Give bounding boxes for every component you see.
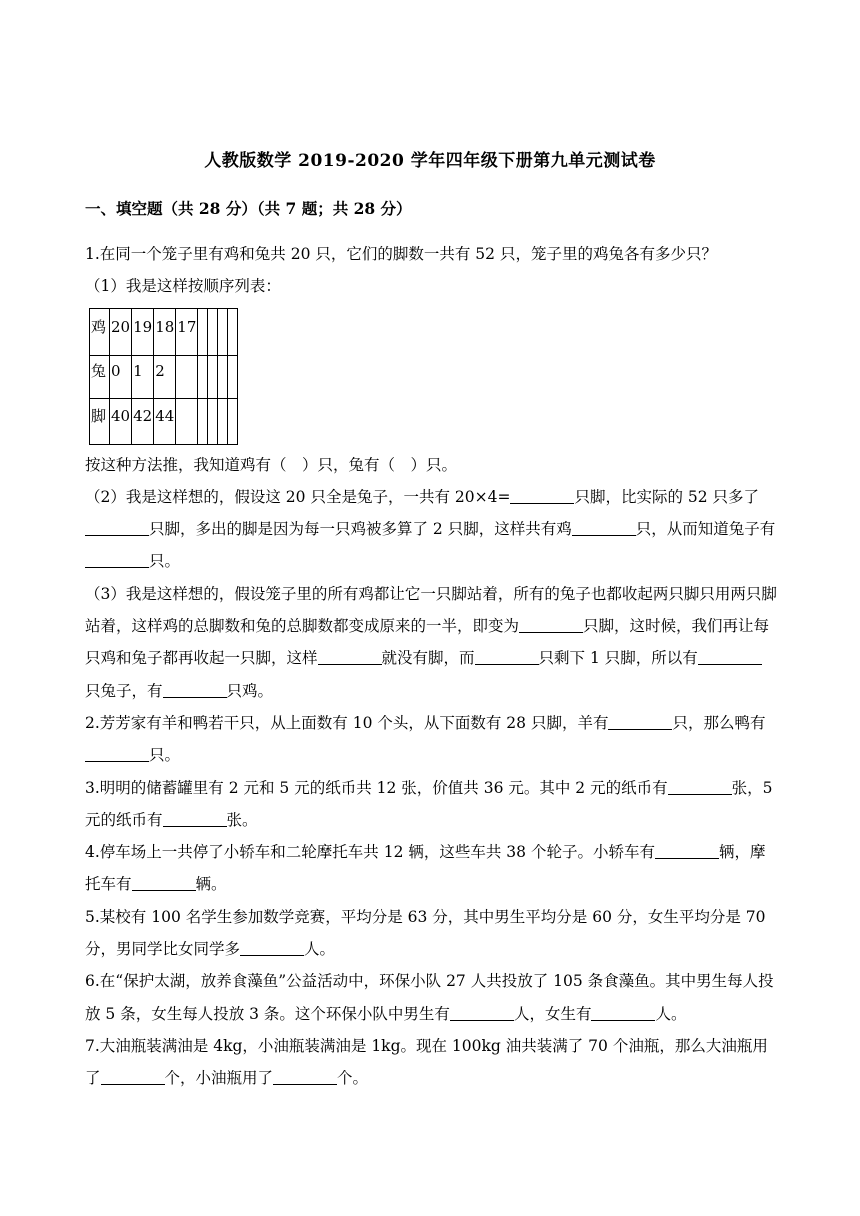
text: 辆，摩托车有 bbox=[85, 843, 766, 894]
question-7 bbox=[85, 1030, 777, 1095]
table-cell bbox=[176, 355, 198, 398]
text: （2）我是这样想的，假设这 20 只全是兔子，一共有 20×4= bbox=[85, 487, 511, 506]
text: 只，从而知道兔子有 bbox=[635, 520, 776, 539]
question-6 bbox=[85, 965, 777, 1030]
answer-blank[interactable] bbox=[572, 519, 636, 536]
answer-blank[interactable] bbox=[318, 648, 382, 665]
text: 辆。 bbox=[195, 875, 227, 894]
text: 7.大油瓶装满油是 4kg，小油瓶装满油是 1kg。现在 100kg 油共装满了 70 个油瓶，那么大油瓶用了 bbox=[85, 1036, 768, 1088]
table-cell: 18 bbox=[154, 308, 176, 355]
answer-blank[interactable] bbox=[475, 648, 539, 665]
text: 只脚，这时候，我们再让每只鸡和兔子都再收起一只脚，这样 bbox=[85, 617, 770, 668]
text: （3）我是这样想的，假设笼子里的所有鸡都让它一只脚站着，所有的兔子也都收起两只脚只用两只脚站着，这样鸡的总脚数和兔的总脚数都变成原来的一半，即变为 bbox=[85, 584, 777, 636]
table-cell-empty bbox=[198, 355, 208, 398]
table-cell-empty bbox=[208, 398, 218, 444]
answer-blank[interactable] bbox=[519, 616, 583, 633]
text: 张。 bbox=[226, 810, 258, 829]
table-cell bbox=[176, 398, 198, 444]
text: 只剩下 1 只脚，所以有 bbox=[538, 649, 698, 668]
answer-blank[interactable] bbox=[608, 713, 672, 730]
question-body bbox=[85, 238, 777, 1095]
question-3 bbox=[85, 772, 777, 837]
table-cell: 1 bbox=[132, 355, 154, 398]
text: 张，5 元的纸币有 bbox=[85, 778, 773, 829]
question-4 bbox=[85, 836, 777, 901]
answer-blank[interactable] bbox=[132, 874, 196, 891]
answer-blank[interactable] bbox=[85, 519, 149, 536]
text: 只。 bbox=[149, 552, 181, 571]
table-cell: 42 bbox=[132, 398, 154, 444]
question-2 bbox=[85, 707, 777, 772]
answer-blank[interactable] bbox=[668, 778, 732, 795]
table-row-label: 兔 bbox=[90, 355, 110, 398]
table-cell-empty bbox=[218, 398, 228, 444]
table-cell: 17 bbox=[176, 308, 198, 355]
text: 只脚，比实际的 52 只多了 bbox=[574, 487, 760, 506]
table-cell: 40 bbox=[110, 398, 132, 444]
table-cell-empty bbox=[228, 355, 238, 398]
question-1-part-2 bbox=[85, 481, 777, 578]
answer-blank[interactable] bbox=[273, 1068, 337, 1085]
question-1-stem: 1.在同一个笼子里有鸡和兔共 20 只，它们的脚数一共有 52 只，笼子里的鸡兔各有多少只？ bbox=[85, 245, 717, 263]
page-title: 人教版数学 2019-2020 学年四年级下册第九单元测试卷 bbox=[204, 151, 656, 171]
table-cell: 2 bbox=[154, 355, 176, 398]
text: 6.在“保护太湖，放养食藻鱼”公益活动中，环保小队 27 人共投放了 105 条食藻鱼。其中男生每人投放 5 条，女生每人投放 3 条。这个环保小队中男生有 bbox=[85, 972, 774, 1023]
answer-blank[interactable] bbox=[85, 551, 149, 568]
answer-blank[interactable] bbox=[240, 939, 304, 956]
table-row bbox=[90, 308, 238, 355]
text: 2.芳芳家有羊和鸭若干只，从上面数有 10 个头，从下面数有 28 只脚，羊有 bbox=[85, 713, 609, 732]
answer-blank[interactable] bbox=[591, 1004, 655, 1021]
table-cell-empty bbox=[208, 355, 218, 398]
table-row bbox=[90, 398, 238, 444]
table-row bbox=[90, 355, 238, 398]
answer-blank[interactable] bbox=[101, 1068, 165, 1085]
text: 只脚，多出的脚是因为每一只鸡被多算了 2 只脚，这样共有鸡 bbox=[149, 520, 572, 539]
table-cell: 44 bbox=[154, 398, 176, 444]
answer-blank[interactable] bbox=[85, 745, 149, 762]
answer-blank[interactable] bbox=[163, 810, 227, 827]
answer-blank[interactable] bbox=[163, 681, 227, 698]
text: 个。 bbox=[337, 1069, 369, 1088]
text: 就没有脚，而 bbox=[381, 649, 475, 668]
text: 人。 bbox=[655, 1004, 687, 1023]
text: 只鸡。 bbox=[226, 681, 274, 700]
table-cell-empty bbox=[228, 308, 238, 355]
text: 只，那么鸭有 bbox=[672, 713, 766, 732]
table-cell-empty bbox=[218, 355, 228, 398]
question-5 bbox=[85, 901, 777, 966]
question-1-part-3 bbox=[85, 578, 777, 707]
table-cell-empty bbox=[218, 308, 228, 355]
table-cell: 19 bbox=[132, 308, 154, 355]
section-heading: 一、填空题（共 28 分）（共 7 题；共 28 分） bbox=[85, 199, 412, 218]
table-row-label: 鸡 bbox=[90, 308, 110, 355]
table-cell: 20 bbox=[110, 308, 132, 355]
table-cell-empty bbox=[228, 398, 238, 444]
text: 3.明明的储蓄罐里有 2 元和 5 元的纸币共 12 张，价值共 36 元。其中 2 元的纸币有 bbox=[85, 778, 668, 797]
text: 人，女生有 bbox=[513, 1004, 592, 1023]
table-row-label: 脚 bbox=[90, 398, 110, 444]
table-cell-empty bbox=[198, 398, 208, 444]
text: 人。 bbox=[304, 940, 336, 959]
answer-blank[interactable] bbox=[510, 487, 574, 504]
text: 只。 bbox=[149, 746, 181, 765]
table-cell: 0 bbox=[110, 355, 132, 398]
text: 4.停车场上一共停了小轿车和二轮摩托车共 12 辆，这些车共 38 个轮子。小轿车有 bbox=[85, 843, 655, 862]
question-1-part-1-intro: （1）我是这样按顺序列表： bbox=[85, 277, 281, 296]
text: 只兔子，有 bbox=[85, 681, 163, 700]
question-1-part-1-conclusion: 按这种方法推，我知道鸡有（ ）只，兔有（ ）只。 bbox=[85, 455, 458, 474]
answer-blank[interactable] bbox=[655, 842, 719, 859]
table-cell-empty bbox=[208, 308, 218, 355]
table-cell-empty bbox=[198, 308, 208, 355]
text: 5.某校有 100 名学生参加数学竞赛，平均分是 63 分，其中男生平均分是 60 分，女生平均分是 70 分，男同学比女同学多 bbox=[85, 907, 766, 959]
text: 个，小油瓶用了 bbox=[164, 1069, 274, 1088]
answer-blank[interactable] bbox=[450, 1004, 514, 1021]
answer-blank[interactable] bbox=[698, 648, 762, 665]
chicken-rabbit-table bbox=[89, 308, 238, 445]
